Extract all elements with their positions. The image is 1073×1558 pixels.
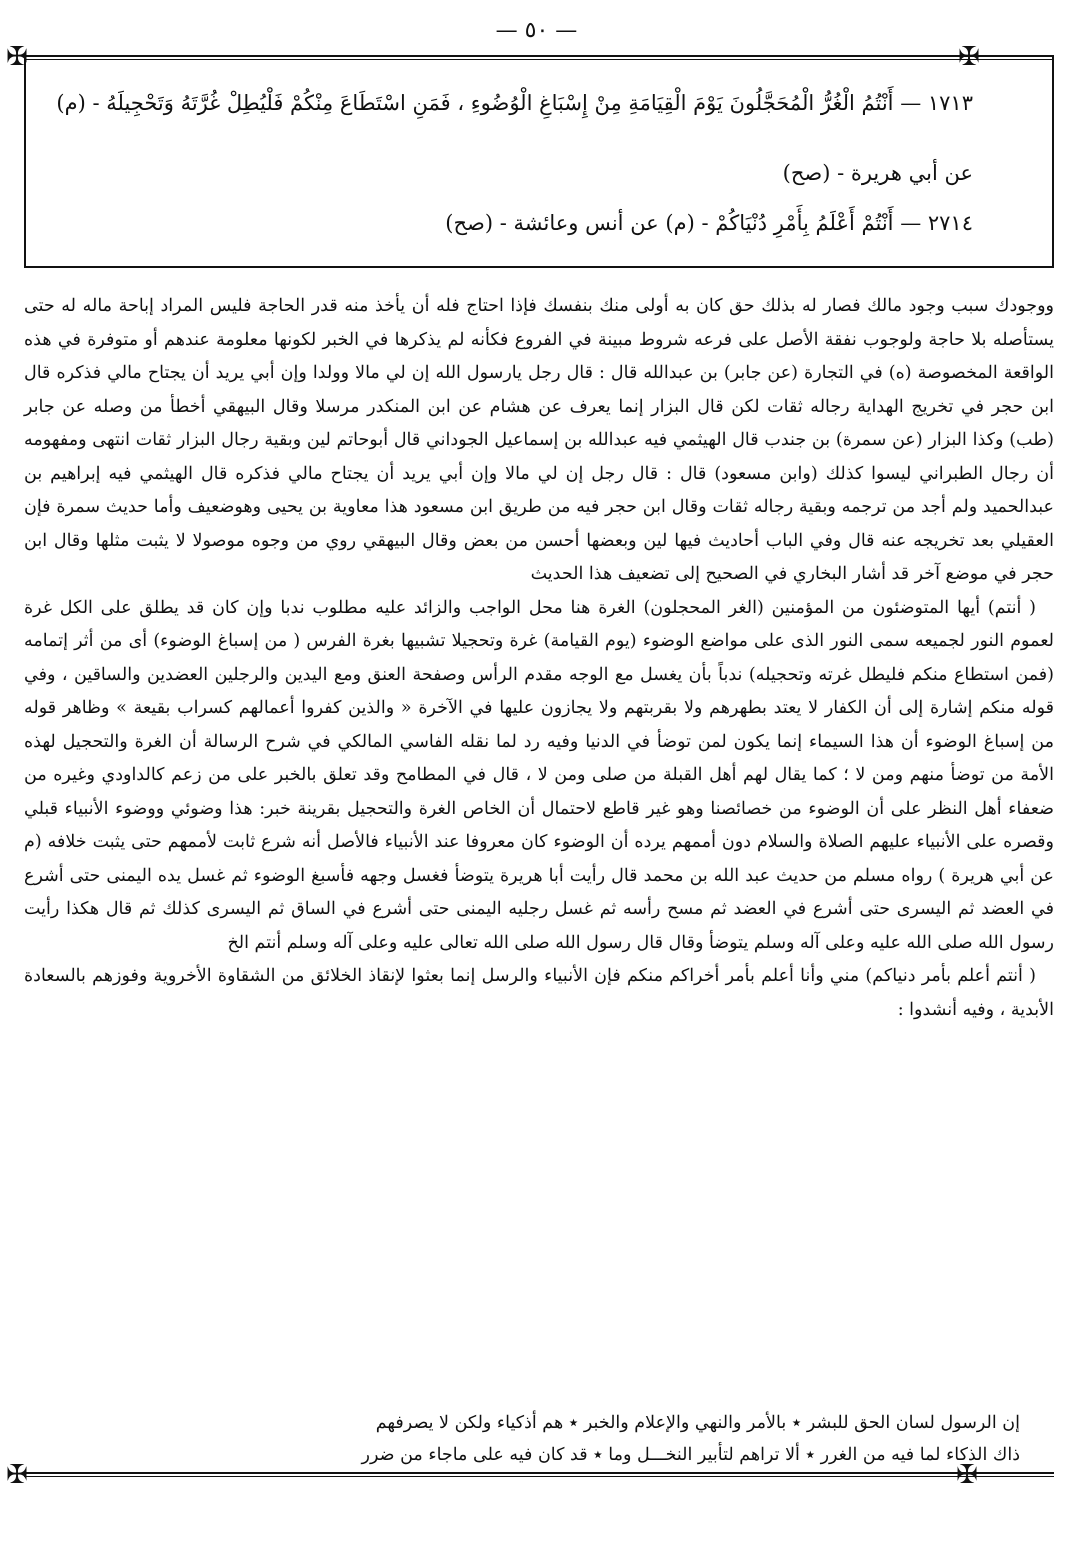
hadith-1713-source: عن أبي هريرة - (صح) [782,161,973,185]
poem-line: ذاك الذكاء لما فيه من الغرر ٭ ألا تراهم لتأبير النخـــل وما ٭ قد كان فيه على ماجاء من ضرر [361,1445,1020,1465]
corner-ornament-top-right: ✠ [958,42,980,72]
hadith-2714-text: ٢٧١٤ — أَنْتُمْ أَعْلَمُ بِأَمْرِ دُنْيَاكُمْ - (م) عن أنس وعائشة - (صح) [445,211,973,235]
top-border-inner [24,59,1054,60]
top-border-outer [24,55,1054,57]
corner-ornament-bottom-right: ✠ [956,1460,978,1490]
right-border [1052,57,1054,267]
bottom-border-outer [24,1472,1054,1474]
left-border [24,57,26,267]
commentary-paragraph: ( أنتم) أيها المتوضئون من المؤمنين (الغر المحجلون) الغرة هنا محل الواجب والزائد عليه مطلوب ندبا وإن كان قد يطلق على الكل غرة لعموم النور لجميعه سمى النور الذى على مواضع الوضوء (يوم القيامة) غرة وتحجيلا تشبيها بغرة الفرس ( من إسباغ الوضوء) أى من أثر إتمامه (فمن استطاع منكم فليطل غرته وتحجيله) ندباً بأن يغسل مع الوجه مقدم الرأس وصفحة العنق ومع اليدين والرجلين العضدين والساقين ، وفي قوله منكم إشارة إلى أن الكفار لا يعتد بطهرهم ولا بقربتهم ولا يجازون عليها في الآخرة « والذين كفروا أعمالهم كسراب بقيعة » وظاهر قوله من إسباغ الوضوء أن هذا السيماء إنما يكون لمن توضأ في الدنيا وفيه رد لما نقله الفاسي المالكي في شرح الرسالة أن الغرة والتحجيل لهذه الأمة من توضأ منهم ومن لا ؛ كما يقال لهم أهل القبلة من صلى ومن لا ، قال في المطامح وقد تعلق بالخبر على من زعم كالداودي وغيره من ضعفاء أهل النظر على أن الوضوء من خصائصنا وهو غير قاطع لاحتمال أن الخاص الغرة والتحجيل بقرينة خبر: هذا وضوئي ووضوء الأنبياء قبلي وقصره على الأنبياء عليهم الصلاة والسلام دون أممهم يرده أن الوضوء كان معروفا عند الأنبياء فالأصل أنه شرع ثابت لأممهم حتى يثبت خلافه (م عن أبي هريرة ) رواه مسلم من حديث عبد الله بن محمد قال رأيت أبا هريرة يتوضأ فغسل وجهه فأسبغ الوضوء ثم غسل يده اليمنى حتى أشرع في العضد ثم اليسرى حتى أشرع في العضد ثم مسح رأسه ثم غسل رجليه اليمنى حتى أشرع في الساق ثم اليسرى كذلك ثم قال هكذا رأيت رسول الله صلى الله عليه وعلى آله وسلم يتوضأ وقال قال رسول الله صلى الله تعالى عليه وعلى آله وسلم أنتم الخ [24,597,1054,953]
poem-line: إن الرسول لسان الحق للبشر ٭ بالأمر والنهي والإعلام والخبر ٭ هم أذكياء ولكن لا يصرفهم [375,1413,1020,1433]
bottom-border-inner [24,1476,1054,1477]
commentary-paragraph: ووجودك سبب وجود مالك فصار له بذلك حق كان به أولى منك بنفسك فإذا احتاج فله أن يأخذ منه قدر الحاجة فليس المراد إباحة ماله له حتى يستأصله بلا حاجة ولوجوب نفقة الأصل على فرعه شروط مبينة في الفروع فكأنه لم يذكرها في الخبر لكونها معلومة عندهم أو متوفرة في هذه الواقعة المخصوصة (ه) في التجارة (عن جابر) بن عبدالله قال : قال رجل يارسول الله إن لي مالا وولدا وإن أبي يريد أن يجتاح مالي فذكره قال ابن حجر في تخريج الهداية رجاله ثقات لكن قال البزار إنما يعرف عن هشام عن ابن المنكدر مرسلا وقال البيهقي أخطأ من وصله عن جابر (طب) وكذا البزار (عن سمرة) بن جندب قال الهيثمي فيه عبدالله بن إسماعيل الجوداني قال أبوحاتم لين وبقية رجال البزار ثقات انتهى ومفهومه أن رجال الطبراني ليسوا كذلك (وابن مسعود) قال : قال رجل إن لي مالا وإن أبي يريد أن يجتاح مالي فذكره قال الهيثمي فيه إبراهيم بن عبدالحميد ولم أجد من ترجمه وبقية رجاله ثقات وقال ابن حجر فيه من طريق ابن مسعود هذا معاوية بن يحيى وهوضعيف وأما حديث سمرة فإن العقيلي بعد تخريجه عنه قال وفي الباب أحاديث فيها لين وبعضها أحسن من بعض وقال البيهقي روي من وجوه موصولا لا يثبت مثلها وقال ابن حجر في موضع آخر قد أشار البخاري في الصحيح إلى تضعيف هذا الحديث [24,296,1054,584]
hadith-1713-text: ١٧١٣ — أَنْتُمُ الْغُرُّ الْمُحَجَّلُونَ يَوْمَ الْقِيَامَةِ مِنْ إِسْبَاغِ الْوُضُوءِ ، فَمَنِ اسْتَطَاعَ مِنْكُمْ فَلْيُطِلْ غُرَّتَهُ وَتَحْجِيلَهُ - (م) [56,91,973,115]
corner-ornament-top-left: ✠ [6,42,28,72]
corner-ornament-bottom-left: ✠ [6,1460,28,1490]
commentary-body [24,290,1054,1027]
commentary-paragraph: ( أنتم أعلم بأمر دنياكم) مني وأنا أعلم بأمر أخراكم منكم فإن الأنبياء والرسل إنما بعثوا لإنقاذ الخلائق من الشقاوة الأخروية وفوزهم بالسعادة الأبدية ، وفيه أنشدوا : [24,966,1054,1020]
hadith-separator [24,266,1054,268]
page-number: — ٥٠ — [495,18,578,43]
